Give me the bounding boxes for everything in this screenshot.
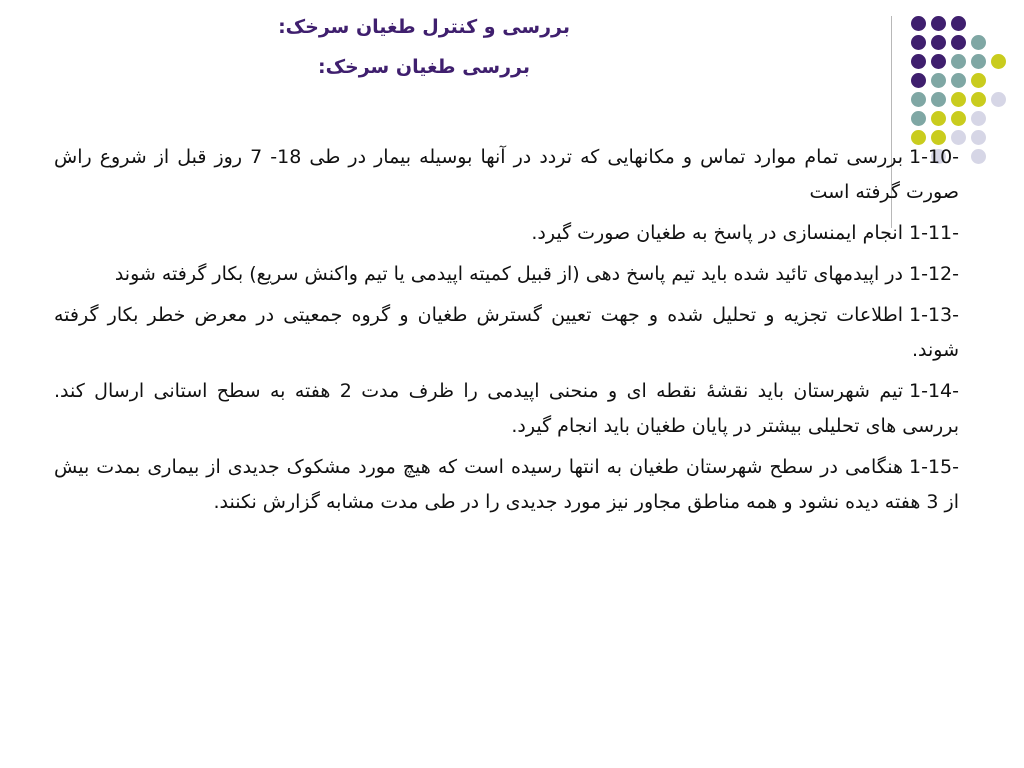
decor-dot — [911, 35, 926, 50]
list-item — [54, 257, 959, 292]
list-item — [54, 374, 959, 444]
decor-dot — [931, 16, 946, 31]
item-text: هنگامی در سطح شهرستان طغیان به انتها رسیده است که هیچ مورد مشکوک جدیدی از بیماری بمدت بیش از 3 هفته دیده نشود و همه مناطق مجاور نیز مورد جدیدی را در طی مدت مشابه گزارش نکنند. — [54, 456, 959, 513]
decor-dot — [951, 73, 966, 88]
decor-dot — [911, 111, 926, 126]
item-number: 1-11- — [909, 222, 959, 244]
decor-dot — [951, 35, 966, 50]
decor-dot — [931, 54, 946, 69]
item-text: در اپیدمهای تائید شده باید تیم پاسخ دهی (از قبیل کمیته اپیدمی یا تیم واکنش سریع) بکار گرفته شوند — [114, 263, 904, 285]
item-number: 1-10- — [909, 146, 960, 168]
decor-dot — [911, 73, 926, 88]
decor-dot — [971, 73, 986, 88]
decor-dot — [931, 92, 946, 107]
item-text: بررسی تمام موارد تماس و مکانهایی که تردد در آنها بوسیله بیمار در طی 18- 7 روز قبل از شروع راش صورت گرفته است — [54, 146, 959, 203]
item-text: انجام ایمنسازی در پاسخ به طغیان صورت گیرد. — [531, 222, 904, 244]
item-number: 1-13- — [909, 304, 959, 326]
list-item — [54, 450, 959, 520]
decor-dot — [951, 111, 966, 126]
decor-dot — [971, 111, 986, 126]
decor-dot — [951, 16, 966, 31]
decor-dot — [931, 73, 946, 88]
decor-dot — [911, 54, 926, 69]
slide-body — [54, 140, 959, 526]
list-item — [54, 216, 959, 251]
decor-dot — [971, 130, 986, 145]
item-number: 1-14- — [909, 380, 959, 402]
decor-dot — [991, 92, 1006, 107]
decor-dot — [971, 35, 986, 50]
decor-dot — [931, 111, 946, 126]
decor-dot — [911, 16, 926, 31]
decor-dot — [991, 54, 1006, 69]
decor-dot — [931, 35, 946, 50]
decor-dot — [951, 54, 966, 69]
item-text: اطلاعات تجزیه و تحلیل شده و جهت تعیین گسترش طغیان و گروه جمعیتی در معرض خطر بکار گرفته شوند. — [54, 304, 959, 361]
slide-subtitle: بررسی طغیان سرخک: — [317, 56, 530, 78]
decor-dot — [971, 92, 986, 107]
decor-dot — [971, 149, 986, 164]
item-text: تیم شهرستان باید نقشهٔ نقطه ای و منحنی اپیدمی را ظرف مدت 2 هفته به سطح استانی ارسال کند. بررسی های تحلیلی بیشتر در پایان طغیان باید انجام گیرد. — [54, 380, 959, 437]
list-item — [54, 140, 959, 210]
list-item — [54, 298, 959, 368]
decor-dot — [971, 54, 986, 69]
decor-dot — [951, 92, 966, 107]
slide-title: بررسی و کنترل طغیان سرخک: — [278, 16, 570, 38]
item-number: 1-15- — [909, 456, 959, 478]
decor-dot — [911, 92, 926, 107]
item-number: 1-12- — [909, 263, 959, 285]
